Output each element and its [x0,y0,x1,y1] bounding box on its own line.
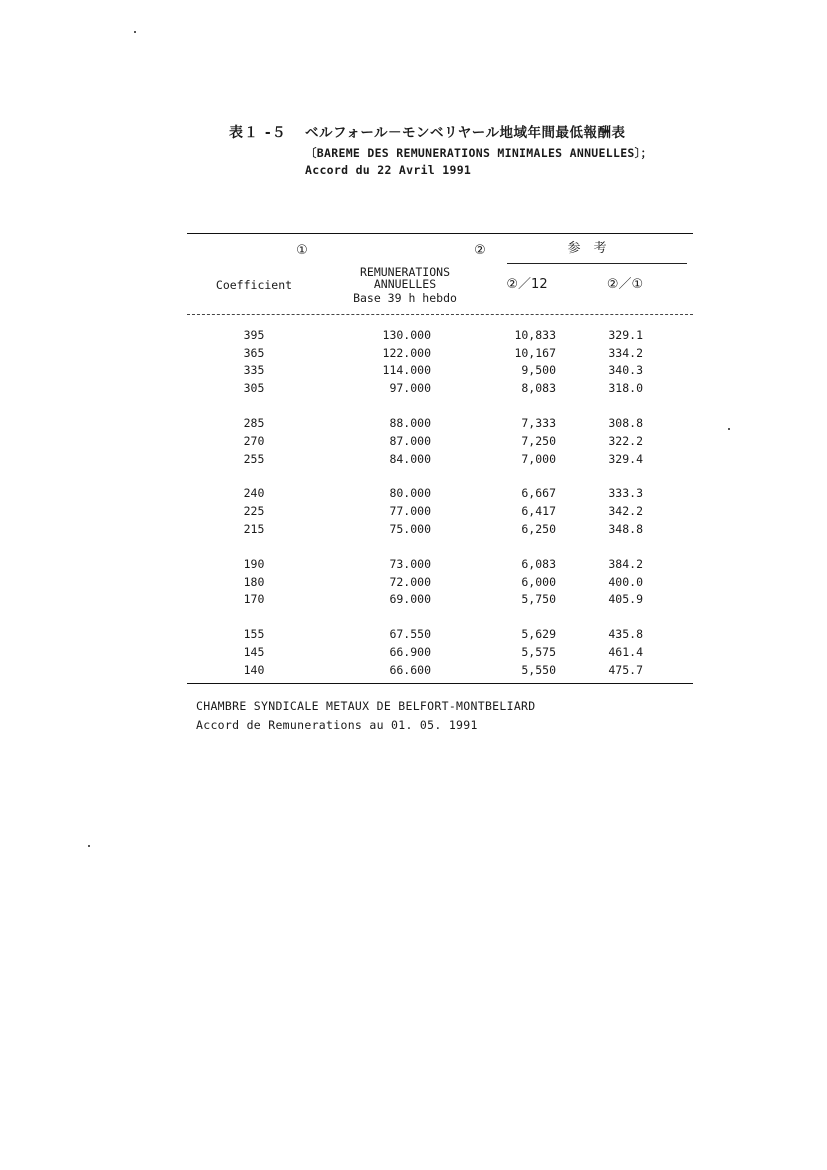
table-row [187,379,693,397]
col4-header: ②／① [606,277,644,292]
title-row [229,121,653,142]
monthly-cell: 6,000 [521,574,556,589]
table-row [187,344,693,362]
col3-header: ②／12 [506,277,548,292]
remuneration-cell: 77.000 [389,504,431,519]
scan-speck [88,845,90,847]
table-row [187,362,693,380]
monthly-cell: 7,250 [521,433,556,448]
row-group [187,485,693,538]
title-japanese: ベルフォール－モンベリヤール地域年間最低報酬表 [305,125,626,141]
remuneration-cell: 87.000 [389,433,431,448]
remuneration-cell: 72.000 [389,574,431,589]
coefficient-cell: 285 [243,416,265,431]
table-row [187,643,693,661]
ratio-cell: 322.2 [608,433,643,448]
monthly-cell: 6,667 [521,486,556,501]
coefficient-cell: 215 [243,522,265,537]
remuneration-cell: 75.000 [389,522,431,537]
col2-header-line3: Base 39 h hebdo [353,291,457,305]
ratio-cell: 340.3 [608,363,643,378]
remuneration-cell: 66.600 [389,662,431,677]
coefficient-cell: 180 [243,574,265,589]
coefficient-cell: 270 [243,433,265,448]
table-row [187,432,693,450]
ratio-cell: 308.8 [608,416,643,431]
table-row [187,520,693,538]
monthly-cell: 6,083 [521,556,556,571]
ratio-cell: 475.7 [608,662,643,677]
table-row [187,555,693,573]
wage-table [187,233,693,684]
table-row [187,591,693,609]
ratio-cell: 329.4 [608,451,643,466]
remuneration-cell: 67.550 [389,627,431,642]
remuneration-cell: 122.000 [382,345,431,360]
col1-number: ① [296,243,308,258]
row-group [187,555,693,608]
scan-speck [134,31,136,33]
monthly-cell: 8,083 [521,381,556,396]
ratio-cell: 329.1 [608,327,643,342]
table-row [187,485,693,503]
coefficient-cell: 155 [243,627,265,642]
title-accord-date: Accord du 22 Avril 1991 [305,163,472,177]
row-group [187,625,693,678]
remuneration-cell: 97.000 [389,381,431,396]
title-french: 〔BAREME DES REMUNERATIONS MINIMALES ANNUELLES〕； [305,146,653,160]
col1-header: Coefficient [215,278,293,292]
ratio-cell: 342.2 [608,504,643,519]
table-row [187,326,693,344]
table-row [187,414,693,432]
source-note [196,697,536,735]
table-bottom-rule [187,683,693,684]
ratio-cell: 384.2 [608,556,643,571]
remuneration-cell: 66.900 [389,645,431,660]
coefficient-cell: 225 [243,504,265,519]
table-row [187,573,693,591]
remuneration-cell: 130.000 [382,327,431,342]
col2-header-line1: REMUNERATIONS [359,265,450,279]
monthly-cell: 10,167 [514,345,556,360]
ratio-cell: 405.9 [608,592,643,607]
remuneration-cell: 84.000 [389,451,431,466]
coefficient-cell: 365 [243,345,265,360]
monthly-cell: 5,629 [521,627,556,642]
monthly-cell: 6,250 [521,522,556,537]
table-header [187,234,693,314]
reference-header: 参 考 [567,241,607,256]
ratio-cell: 318.0 [608,381,643,396]
table-number: 表１ ‐５ [229,125,287,141]
source-line2: Accord de Remunerations au 01. 05. 1991 [196,718,478,732]
coefficient-cell: 170 [243,592,265,607]
coefficient-cell: 305 [243,381,265,396]
monthly-cell: 9,500 [521,363,556,378]
ratio-cell: 334.2 [608,345,643,360]
ratio-cell: 348.8 [608,522,643,537]
remuneration-cell: 114.000 [382,363,431,378]
coefficient-cell: 335 [243,363,265,378]
table-row [187,450,693,468]
ratio-cell: 435.8 [608,627,643,642]
monthly-cell: 7,000 [521,451,556,466]
col2-number: ② [474,243,486,258]
ratio-cell: 400.0 [608,574,643,589]
monthly-cell: 6,417 [521,504,556,519]
title-block [229,121,653,179]
col2-header-line2: ANNUELLES [373,277,437,291]
remuneration-cell: 80.000 [389,486,431,501]
row-group [187,414,693,467]
ratio-cell: 333.3 [608,486,643,501]
monthly-cell: 5,750 [521,592,556,607]
coefficient-cell: 140 [243,662,265,677]
coefficient-cell: 190 [243,556,265,571]
table-row [187,502,693,520]
source-line1: CHAMBRE SYNDICALE METAUX DE BELFORT-MONTBELIARD [196,699,536,713]
monthly-cell: 7,333 [521,416,556,431]
scan-speck [728,428,730,430]
coefficient-cell: 395 [243,327,265,342]
coefficient-cell: 240 [243,486,265,501]
coefficient-cell: 145 [243,645,265,660]
table-row [187,661,693,679]
row-group [187,326,693,397]
ratio-cell: 461.4 [608,645,643,660]
reference-underline [507,263,687,264]
monthly-cell: 10,833 [514,327,556,342]
remuneration-cell: 88.000 [389,416,431,431]
remuneration-cell: 69.000 [389,592,431,607]
monthly-cell: 5,550 [521,662,556,677]
table-body [187,315,693,683]
monthly-cell: 5,575 [521,645,556,660]
coefficient-cell: 255 [243,451,265,466]
remuneration-cell: 73.000 [389,556,431,571]
table-row [187,625,693,643]
